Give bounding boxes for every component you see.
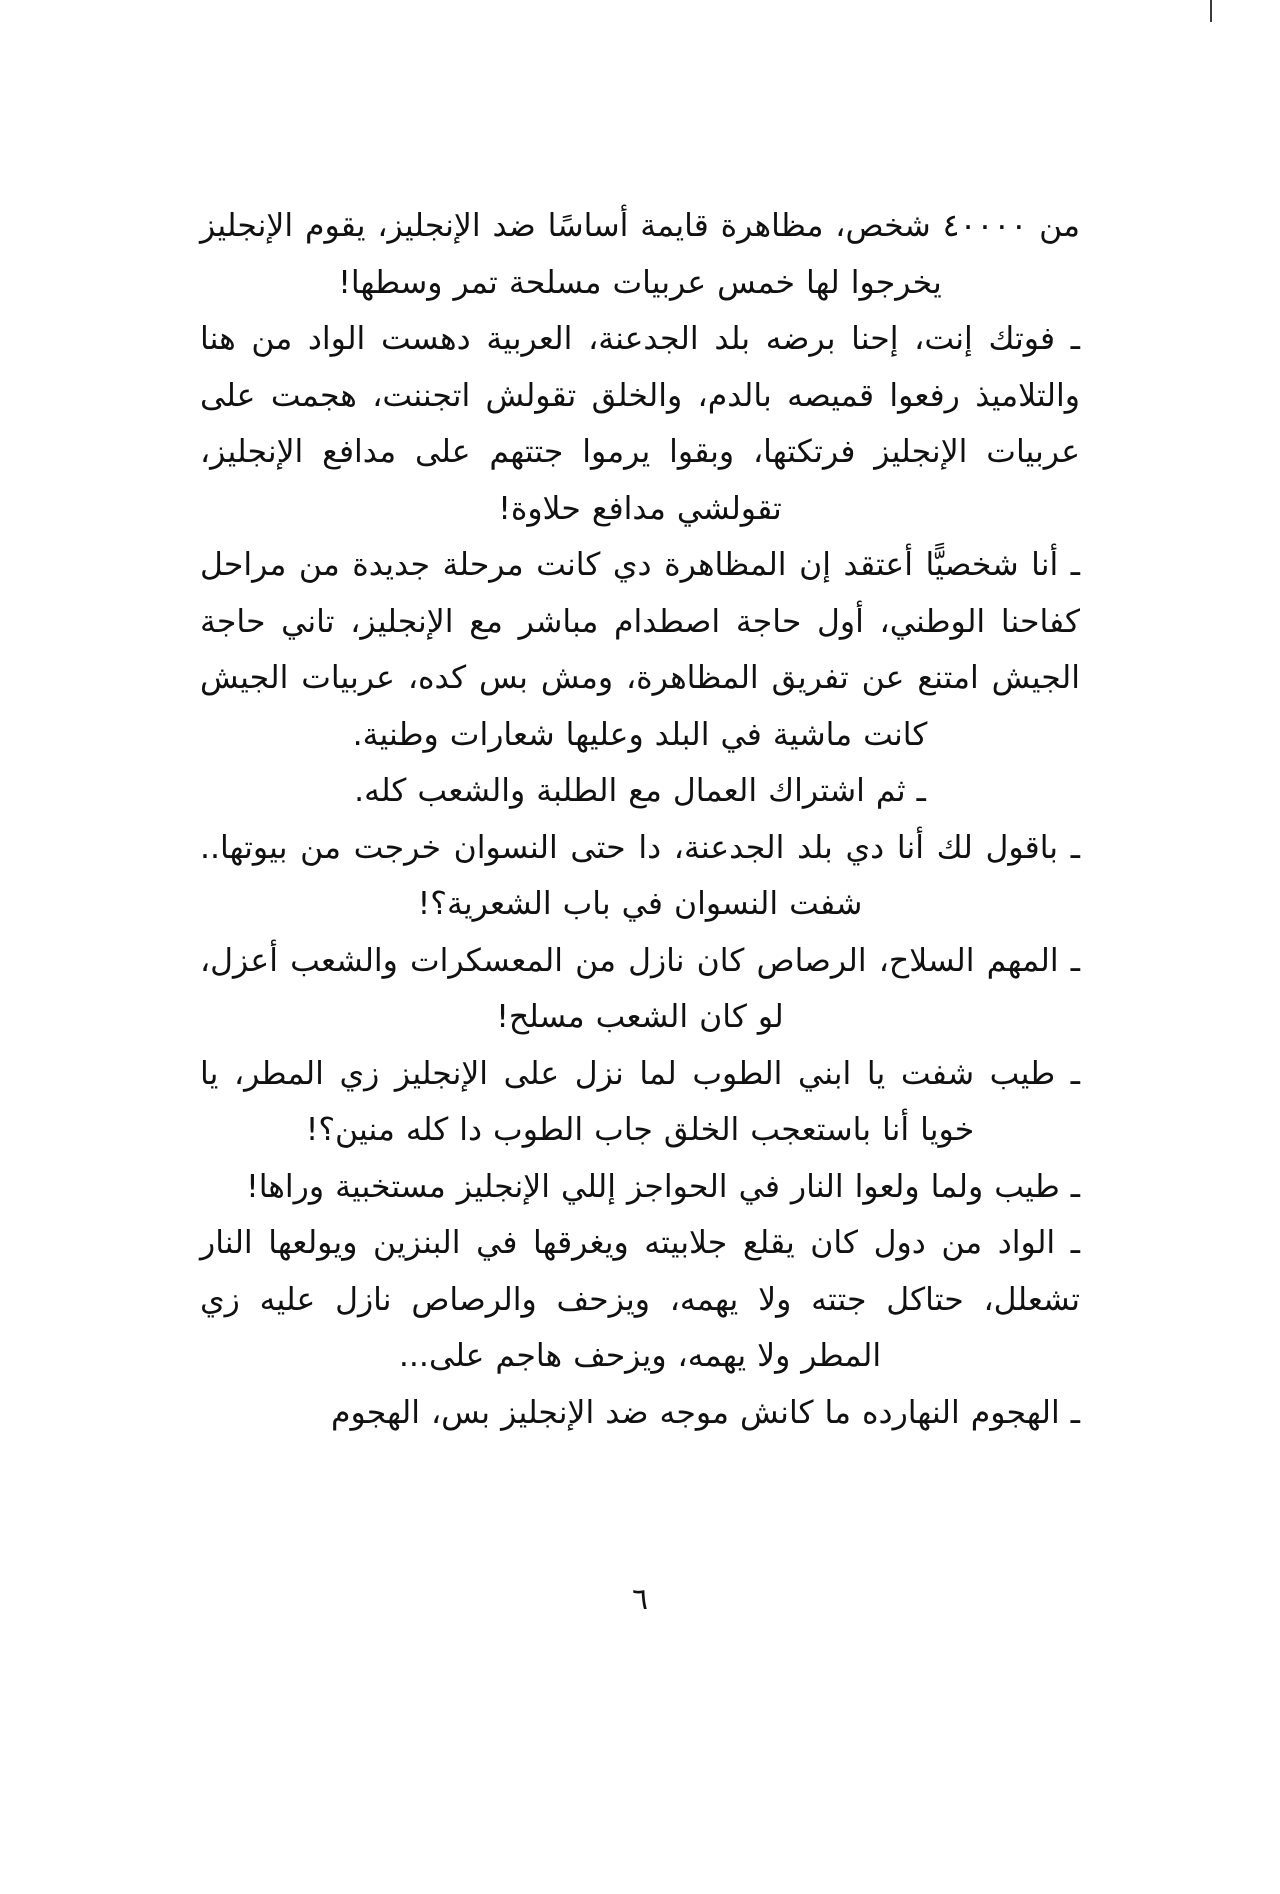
page-text-block (200, 198, 1080, 1441)
paragraph: ـ أنا شخصيًّا أعتقد إن المظاهرة دي كانت مرحلة جديدة من مراحل كفاحنا الوطني، أول حاجة اصطدام مباشر مع الإنجليز، تاني حاجة الجيش امتنع عن تفريق المظاهرة، ومش بس كده، عربيات الجيش كانت ماشية في البلد وعليها شعارات وطنية. (200, 547, 1080, 753)
paragraph: ـ الهجوم النهارده ما كانش موجه ضد الإنجليز بس، الهجوم (330, 1394, 1080, 1431)
paragraph: ـ طيب شفت يا ابني الطوب لما نزل على الإنجليز زي المطر، يا خويا أنا باستعجب الخلق جاب الطوب دا كله منين؟! (200, 1055, 1080, 1148)
crop-registration-tick (1210, 0, 1212, 22)
paragraph: من ٤٠٠٠٠ شخص، مظاهرة قايمة أساسًا ضد الإنجليز، يقوم الإنجليز يخرجوا لها خمس عربيات مسلحة تمر وسطها! (200, 208, 1080, 301)
paragraph: ـ الواد من دول كان يقلع جلابيته ويغرقها في البنزين ويولعها النار تشعلل، حتاكل جتته ولا يهمه، ويزحف والرصاص نازل عليه زي المطر ولا يهمه، ويزحف هاجم على... (200, 1225, 1080, 1374)
paragraph: ـ باقول لك أنا دي بلد الجدعنة، دا حتى النسوان خرجت من بيوتها.. شفت النسوان في باب الشعرية؟! (200, 829, 1080, 922)
paragraph: ـ طيب ولما ولعوا النار في الحواجز إللي الإنجليز مستخبية وراها! (246, 1168, 1080, 1205)
page-number: ٦ (631, 1582, 649, 1617)
paragraph: ـ فوتك إنت، إحنا برضه بلد الجدعنة، العربية دهست الواد من هنا والتلاميذ رفعوا قميصه بالدم، والخلق تقولش اتجننت، هجمت على عربيات الإنجليز فرتكتها، وبقوا يرموا جتتهم على مدافع الإنجليز، تقولشي مدافع حلاوة! (200, 321, 1080, 527)
paragraph: ـ المهم السلاح، الرصاص كان نازل من المعسكرات والشعب أعزل، لو كان الشعب مسلح! (200, 942, 1080, 1035)
paragraph: ـ ثم اشتراك العمال مع الطلبة والشعب كله. (354, 773, 926, 809)
